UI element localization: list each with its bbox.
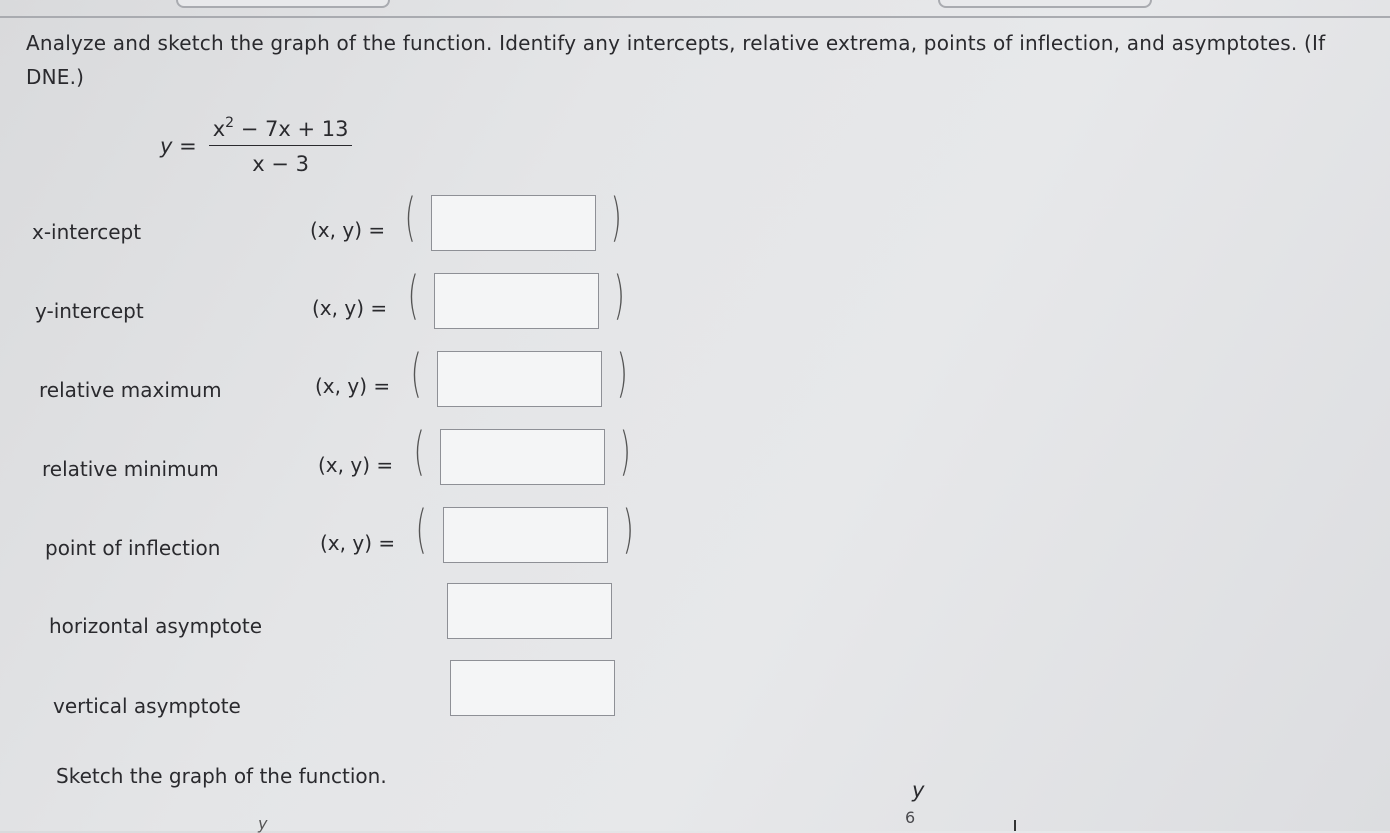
y-intercept-coord-label: (x, y) =	[312, 296, 388, 320]
vertical-asymptote-input[interactable]	[450, 660, 615, 716]
relative-maximum-coord-label: (x, y) =	[315, 374, 391, 398]
left-graph-y-axis-label: y	[258, 814, 268, 833]
equation-fraction	[209, 115, 353, 176]
point-of-inflection-open-paren: (	[415, 500, 427, 560]
relative-maximum-open-paren: (	[410, 344, 422, 404]
relative-maximum-input[interactable]	[437, 351, 602, 407]
x-intercept-close-paren: )	[610, 188, 622, 248]
equation-lhs: y =	[160, 133, 197, 158]
x-intercept-coord-label: (x, y) =	[310, 218, 386, 242]
x-intercept-input[interactable]	[431, 195, 596, 251]
question-line-1: Analyze and sketch the graph of the function. Identify any intercepts, relative extrema, points of inflection, and asymptotes. (If	[26, 31, 1326, 55]
question-text	[26, 26, 1390, 94]
y-intercept-label: y-intercept	[35, 299, 144, 323]
numerator-rest: − 7x + 13	[234, 117, 349, 141]
y-intercept-close-paren: )	[613, 266, 625, 326]
graph-y-axis-label: y	[912, 778, 925, 802]
question-line-2: DNE.)	[26, 65, 85, 89]
numerator-x: x	[212, 117, 226, 141]
top-tab-left[interactable]	[176, 0, 390, 8]
x-intercept-label: x-intercept	[32, 220, 142, 244]
graph-axis-mark	[1014, 820, 1016, 831]
point-of-inflection-label: point of inflection	[45, 536, 221, 560]
relative-maximum-label: relative maximum	[39, 378, 222, 402]
numerator-exponent: 2	[225, 115, 235, 131]
horizontal-asymptote-label: horizontal asymptote	[49, 614, 263, 638]
sketch-prompt: Sketch the graph of the function.	[56, 764, 387, 788]
relative-minimum-coord-label: (x, y) =	[318, 453, 394, 477]
y-intercept-input[interactable]	[434, 273, 599, 329]
y-intercept-open-paren: (	[407, 266, 419, 326]
point-of-inflection-close-paren: )	[622, 500, 634, 560]
equation-numerator	[209, 115, 353, 146]
relative-minimum-open-paren: (	[413, 422, 425, 482]
vertical-asymptote-label: vertical asymptote	[53, 694, 241, 718]
function-equation	[160, 115, 352, 176]
horizontal-asymptote-input[interactable]	[447, 583, 612, 639]
equation-denominator: x − 3	[252, 152, 309, 176]
top-divider	[0, 16, 1390, 18]
graph-y-tick-label: 6	[905, 808, 916, 827]
relative-maximum-close-paren: )	[616, 344, 628, 404]
top-tab-right[interactable]	[938, 0, 1152, 8]
point-of-inflection-coord-label: (x, y) =	[320, 531, 396, 555]
relative-minimum-input[interactable]	[440, 429, 605, 485]
point-of-inflection-input[interactable]	[443, 507, 608, 563]
relative-minimum-close-paren: )	[619, 422, 631, 482]
x-intercept-open-paren: (	[404, 188, 416, 248]
relative-minimum-label: relative minimum	[42, 457, 219, 481]
